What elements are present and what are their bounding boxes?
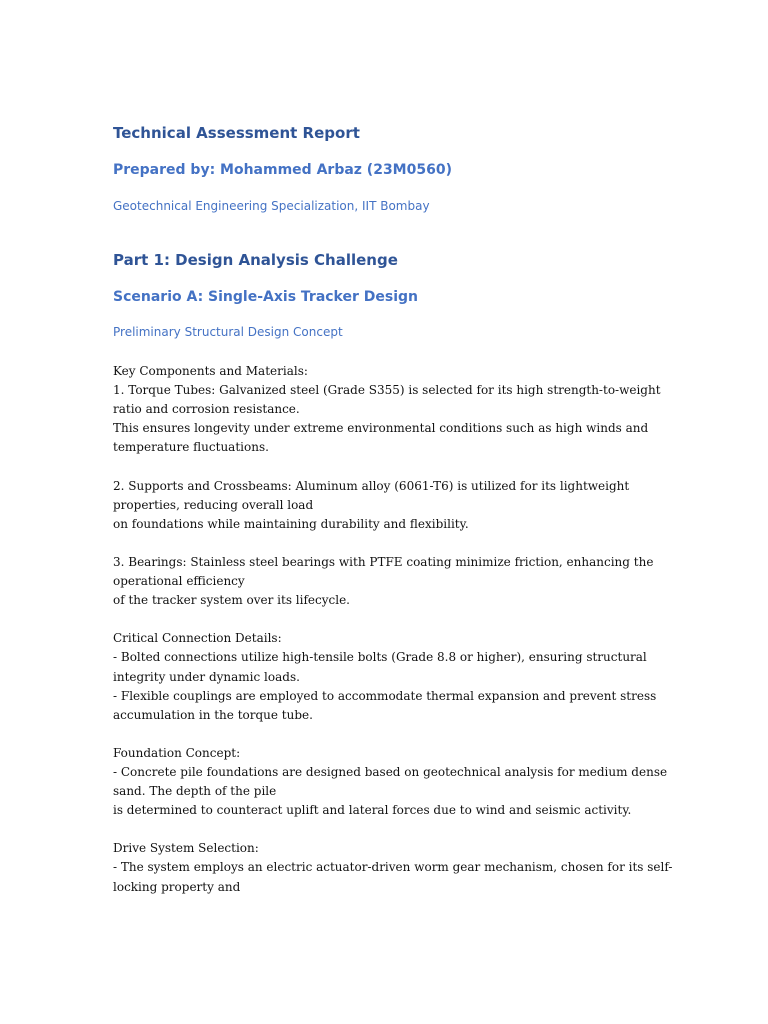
- paragraph-line: sand. The depth of the pile: [113, 784, 277, 799]
- paragraph-line: 3. Bearings: Stainless steel bearings with PTFE coating minimize friction, enhancing the: [113, 554, 654, 569]
- paragraph-line: - Flexible couplings are employed to accommodate thermal expansion and prevent stress: [113, 688, 657, 703]
- blank-line: [113, 820, 658, 839]
- paragraph-line: on foundations while maintaining durability and flexibility.: [113, 516, 469, 531]
- paragraph-line: This ensures longevity under extreme environmental conditions such as high winds and: [113, 421, 649, 436]
- paragraph-line: - Concrete pile foundations are designed based on geotechnical analysis for medium dense: [113, 764, 668, 779]
- body-text: [113, 362, 673, 897]
- concept-heading: Preliminary Structural Design Concept: [113, 325, 343, 339]
- paragraph-line: ratio and corrosion resistance.: [113, 402, 300, 417]
- blank-line: [113, 457, 658, 476]
- paragraph-line: locking property and: [113, 879, 241, 894]
- section-heading-drive: Drive System Selection:: [113, 841, 259, 856]
- scenario-heading: Scenario A: Single-Axis Tracker Design: [113, 289, 419, 305]
- paragraph-line: accumulation in the torque tube.: [113, 707, 313, 722]
- paragraph-line: - The system employs an electric actuator-driven worm gear mechanism, chosen for its self-: [113, 860, 673, 875]
- section-heading-foundation: Foundation Concept:: [113, 745, 241, 760]
- paragraph-line: - Bolted connections utilize high-tensile bolts (Grade 8.8 or higher), ensuring structural: [113, 650, 647, 665]
- blank-line: [113, 534, 658, 553]
- paragraph-line: 2. Supports and Crossbeams: Aluminum alloy (6061-T6) is utilized for its lightweight: [113, 478, 630, 493]
- paragraph-line: temperature fluctuations.: [113, 440, 269, 455]
- blank-line: [113, 725, 658, 744]
- paragraph-line: of the tracker system over its lifecycle.: [113, 593, 350, 608]
- paragraph-line: integrity under dynamic loads.: [113, 669, 300, 684]
- section-heading-connections: Critical Connection Details:: [113, 631, 282, 646]
- blank-line: [113, 610, 658, 629]
- paragraph-line: properties, reducing overall load: [113, 497, 314, 512]
- paragraph-line: 1. Torque Tubes: Galvanized steel (Grade S355) is selected for its high strength-to-weight: [113, 383, 661, 398]
- department-line: Geotechnical Engineering Specialization, IIT Bombay: [113, 199, 430, 213]
- report-title: Technical Assessment Report: [113, 124, 360, 142]
- section-heading-key-components: Key Components and Materials:: [113, 364, 308, 378]
- paragraph-line: is determined to counteract uplift and lateral forces due to wind and seismic activity.: [113, 803, 632, 818]
- part-heading: Part 1: Design Analysis Challenge: [113, 251, 398, 269]
- prepared-by: Prepared by: Mohammed Arbaz (23M0560): [113, 162, 452, 178]
- paragraph-line: operational efficiency: [113, 574, 245, 589]
